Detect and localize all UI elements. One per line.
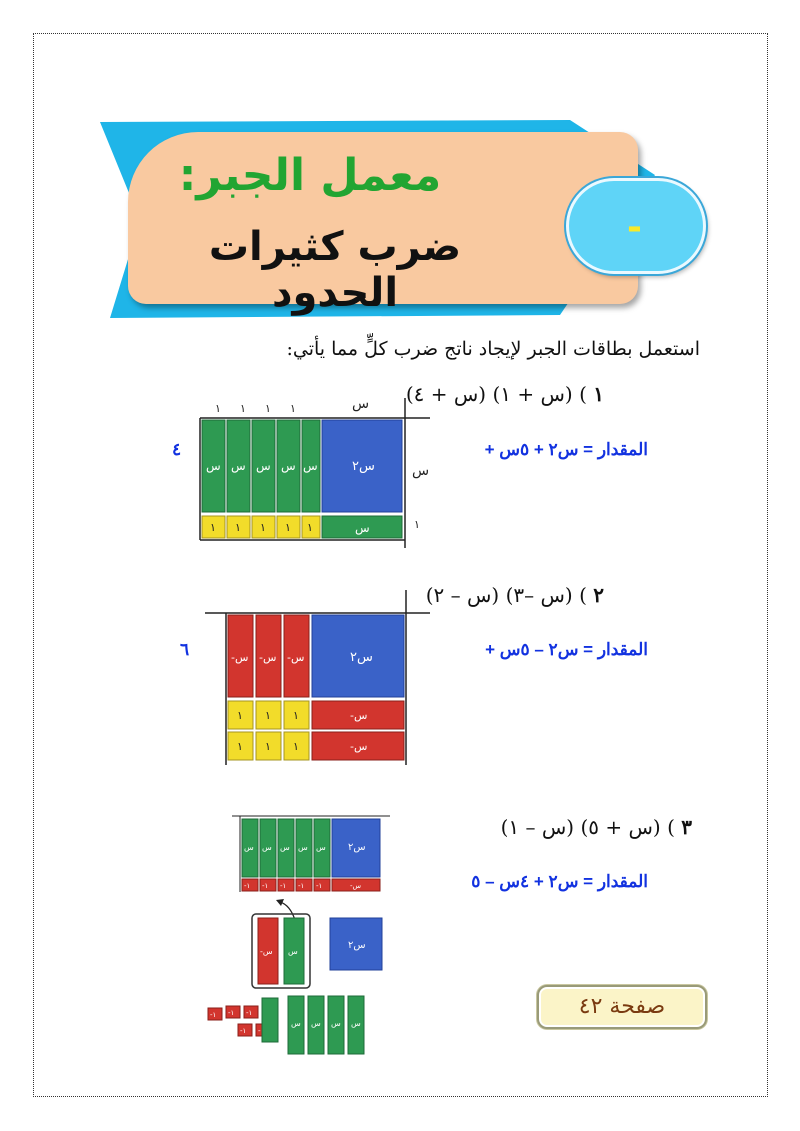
svg-text:-١: - bbox=[258, 1027, 261, 1035]
svg-text:س٢: س٢ bbox=[348, 940, 366, 951]
svg-text:س: س bbox=[231, 459, 246, 473]
svg-text:١: ١ bbox=[210, 521, 216, 534]
svg-text:١: ١ bbox=[240, 402, 246, 415]
svg-text:س: س bbox=[331, 1019, 341, 1028]
svg-text:س: س bbox=[288, 947, 298, 956]
svg-text:١: ١ bbox=[285, 521, 291, 534]
title-line-1: معمل الجبر: bbox=[178, 150, 442, 201]
svg-text:س٢: س٢ bbox=[350, 650, 373, 665]
svg-text:س: س bbox=[262, 843, 272, 852]
svg-text:١: ١ bbox=[307, 521, 313, 534]
pill-symbol: - bbox=[627, 207, 642, 248]
svg-text:-١: -١ bbox=[210, 1011, 217, 1019]
svg-text:-س: -س bbox=[350, 882, 362, 890]
problem-3-label: ٣ ) (س + ٥) (س – ١) bbox=[500, 815, 692, 839]
svg-text:س: س bbox=[244, 843, 254, 852]
problem-2-tile-diagram bbox=[200, 585, 440, 770]
svg-text:-١: -١ bbox=[280, 882, 287, 890]
problem-3-tile-diagram bbox=[200, 810, 400, 1060]
svg-text:-١: -١ bbox=[246, 1009, 253, 1017]
svg-text:س: س bbox=[311, 1019, 321, 1028]
svg-text:س: س bbox=[291, 1019, 301, 1028]
problem-1-answer-extra: ٤ bbox=[172, 440, 182, 459]
svg-text:-١: -١ bbox=[228, 1009, 235, 1017]
svg-text:س: س bbox=[206, 459, 221, 473]
svg-text:س: س bbox=[303, 459, 318, 473]
problem-3-expression: (س + ٥) (س – ١) bbox=[500, 815, 661, 839]
problem-1-number: ١ bbox=[593, 382, 604, 406]
svg-text:س: س bbox=[355, 521, 370, 535]
page-number-box bbox=[537, 985, 707, 1029]
svg-text:١: ١ bbox=[293, 709, 299, 722]
svg-text:س: س bbox=[412, 463, 430, 479]
svg-text:١: ١ bbox=[237, 740, 243, 753]
problem-1-tile-diagram bbox=[190, 390, 440, 550]
problem-1-expression: (س + ١) (س + ٤) bbox=[405, 382, 573, 406]
svg-text:١: ١ bbox=[265, 402, 271, 415]
svg-text:١: ١ bbox=[265, 709, 271, 722]
problem-2-label: ٢ ) (س –٣) (س – ٢) bbox=[425, 583, 604, 607]
svg-text:س: س bbox=[281, 459, 296, 473]
svg-text:س: س bbox=[298, 843, 308, 852]
svg-text:١: ١ bbox=[235, 521, 241, 534]
section-pill bbox=[566, 178, 706, 274]
page-number-label: صفحة ٤٢ bbox=[578, 994, 666, 1019]
svg-text:١: ١ bbox=[237, 709, 243, 722]
svg-text:١: ١ bbox=[260, 521, 266, 534]
svg-text:١: ١ bbox=[414, 518, 420, 531]
svg-text:س: س bbox=[280, 843, 290, 852]
svg-text:س٢: س٢ bbox=[352, 459, 375, 474]
problem-3-number: ٣ bbox=[681, 815, 692, 839]
svg-text:-١: -١ bbox=[298, 882, 305, 890]
svg-text:س: س bbox=[316, 843, 326, 852]
problem-2-number: ٢ bbox=[593, 583, 604, 607]
svg-text:١: ١ bbox=[265, 740, 271, 753]
problem-1-answer: المقدار = س٢ + ٥س + bbox=[484, 440, 648, 459]
top-label-one: ١ bbox=[215, 402, 221, 415]
problem-2-expression: (س –٣) (س – ٢) bbox=[425, 583, 573, 607]
problem-3-answer: المقدار = س٢ + ٤س – ٥ bbox=[471, 872, 648, 891]
svg-text:-س: -س bbox=[350, 709, 368, 722]
svg-text:س: س bbox=[352, 396, 370, 412]
svg-text:-س: -س bbox=[287, 651, 305, 664]
svg-text:-س: -س bbox=[350, 740, 368, 753]
problem-1-label: ١ ) (س + ١) (س + ٤) bbox=[405, 382, 604, 406]
svg-text:-١: -١ bbox=[240, 1027, 247, 1035]
svg-text:س: س bbox=[351, 1019, 361, 1028]
svg-text:-١: -١ bbox=[316, 882, 323, 890]
svg-text:س٢: س٢ bbox=[348, 842, 366, 853]
title-line-2: ضرب كثيرات الحدود bbox=[208, 224, 462, 316]
svg-text:١: ١ bbox=[293, 740, 299, 753]
svg-text:-س: -س bbox=[259, 651, 277, 664]
problem-2-answer-extra: ٦ bbox=[180, 640, 190, 659]
svg-text:-س: -س bbox=[260, 947, 273, 956]
svg-text:-س: -س bbox=[231, 651, 249, 664]
instruction-text: استعمل بطاقات الجبر لإيجاد ناتج ضرب كلٍّ مما يأتي: bbox=[286, 338, 700, 360]
problem-2-answer: المقدار = س٢ – ٥س + bbox=[485, 640, 648, 659]
svg-text:-١: -١ bbox=[262, 882, 269, 890]
svg-text:س: س bbox=[256, 459, 271, 473]
svg-text:١: ١ bbox=[290, 402, 296, 415]
svg-text:-١: -١ bbox=[244, 882, 251, 890]
